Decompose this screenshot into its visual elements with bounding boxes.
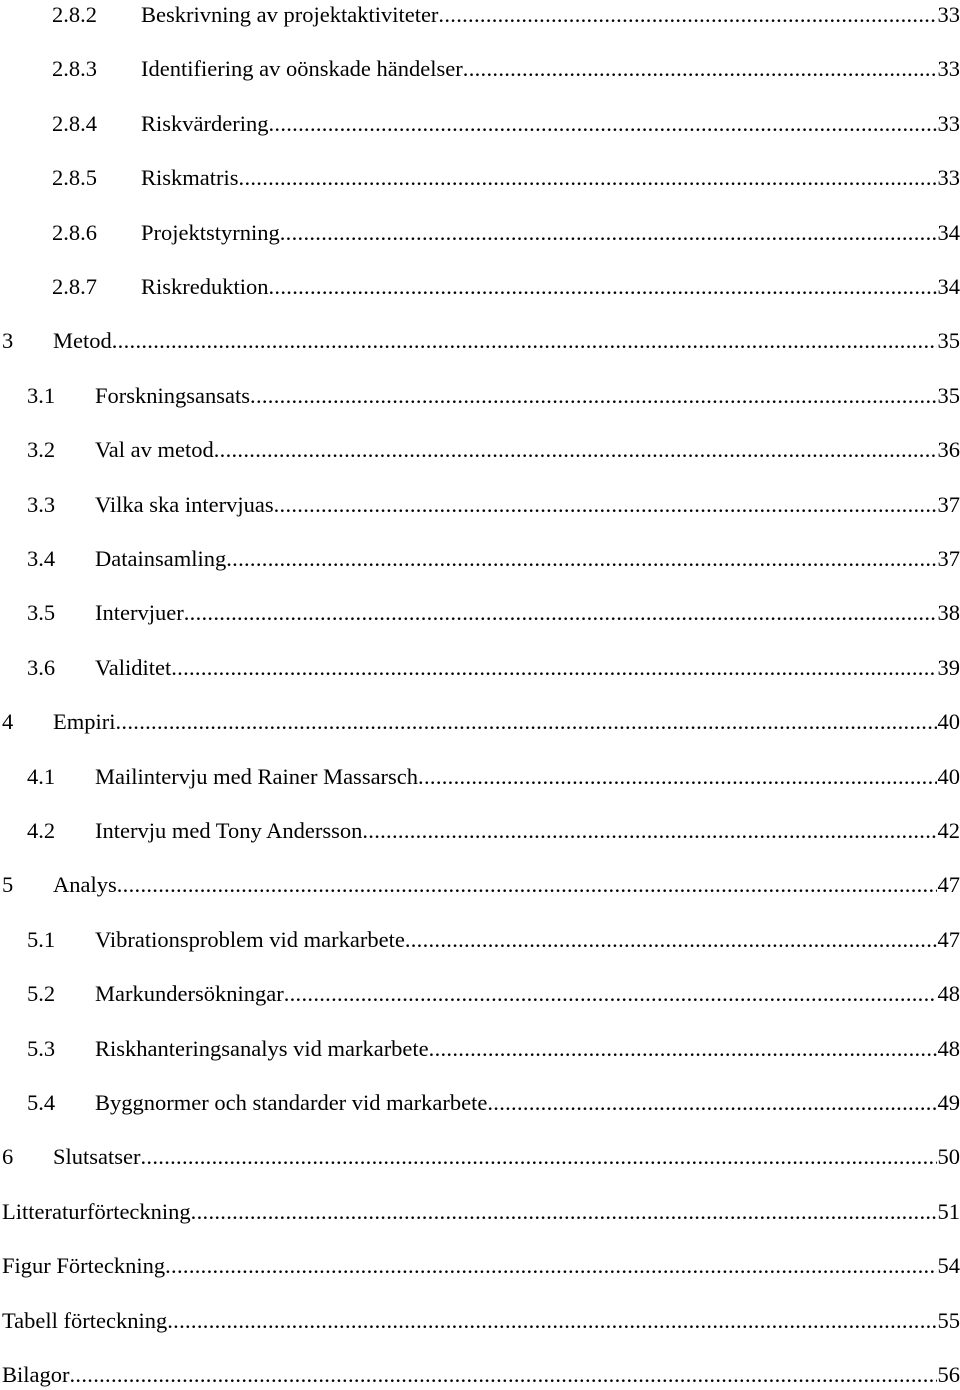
toc-entry-title: Vibrationsproblem vid markarbete bbox=[95, 925, 405, 955]
toc-entry[interactable] bbox=[0, 490, 960, 520]
toc-dot-leader bbox=[405, 925, 937, 955]
toc-dot-leader bbox=[70, 1360, 937, 1390]
toc-entry-number: 3.4 bbox=[27, 544, 55, 574]
toc-entry-number: 4.1 bbox=[27, 762, 55, 792]
toc-dot-leader bbox=[171, 653, 936, 683]
toc-entry-page-number: 33 bbox=[937, 109, 960, 139]
toc-entry-page-number: 33 bbox=[937, 163, 960, 193]
toc-entry-page-number: 38 bbox=[937, 598, 960, 628]
toc-entry[interactable] bbox=[0, 816, 960, 846]
toc-entry-title: Forskningsansats bbox=[95, 381, 250, 411]
toc-entry-title: Intervju med Tony Andersson bbox=[95, 816, 362, 846]
toc-entry-number: 2.8.3 bbox=[52, 54, 97, 84]
toc-entry-title: Bilagor bbox=[2, 1360, 70, 1390]
toc-entry-number: 4 bbox=[2, 707, 13, 737]
toc-entry-title: Mailintervju med Rainer Massarsch bbox=[95, 762, 418, 792]
toc-entry-page-number: 34 bbox=[937, 218, 960, 248]
toc-entry-title: Byggnormer och standarder vid markarbete bbox=[95, 1088, 487, 1118]
toc-dot-leader bbox=[429, 1034, 937, 1064]
toc-dot-leader bbox=[250, 381, 936, 411]
toc-entry-title: Beskrivning av projektaktiviteter bbox=[141, 0, 438, 30]
toc-entry[interactable] bbox=[0, 1251, 960, 1281]
toc-entry-page-number: 39 bbox=[937, 653, 960, 683]
toc-entry[interactable] bbox=[0, 925, 960, 955]
toc-dot-leader bbox=[116, 707, 937, 737]
toc-entry-page-number: 36 bbox=[937, 435, 960, 465]
toc-dot-leader bbox=[165, 1251, 936, 1281]
toc-entry[interactable] bbox=[0, 762, 960, 792]
toc-entry-title: Riskreduktion bbox=[141, 272, 269, 302]
toc-entry[interactable] bbox=[0, 435, 960, 465]
toc-dot-leader bbox=[418, 762, 936, 792]
toc-entry-title: Figur Förteckning bbox=[2, 1251, 165, 1281]
toc-entry[interactable] bbox=[0, 870, 960, 900]
toc-entry-title: Identifiering av oönskade händelser bbox=[141, 54, 463, 84]
toc-entry-page-number: 54 bbox=[937, 1251, 960, 1281]
toc-entry[interactable] bbox=[0, 326, 960, 356]
toc-entry-title: Vilka ska intervjuas bbox=[95, 490, 274, 520]
toc-entry-title: Metod bbox=[53, 326, 112, 356]
toc-entry-number: 2.8.2 bbox=[52, 0, 97, 30]
toc-entry-title: Datainsamling bbox=[95, 544, 226, 574]
toc-entry-page-number: 56 bbox=[937, 1360, 960, 1390]
toc-dot-leader bbox=[438, 0, 936, 30]
toc-entry-number: 5.3 bbox=[27, 1034, 55, 1064]
toc-entry-title: Projektstyrning bbox=[141, 218, 280, 248]
toc-dot-leader bbox=[463, 54, 937, 84]
toc-entry-number: 2.8.4 bbox=[52, 109, 97, 139]
toc-entry-title: Empiri bbox=[53, 707, 116, 737]
toc-entry-number: 3.5 bbox=[27, 598, 55, 628]
toc-dot-leader bbox=[184, 598, 937, 628]
toc-entry[interactable] bbox=[0, 707, 960, 737]
toc-entry-page-number: 49 bbox=[937, 1088, 960, 1118]
toc-entry-title: Tabell förteckning bbox=[2, 1306, 167, 1336]
toc-entry-number: 3 bbox=[2, 326, 13, 356]
toc-dot-leader bbox=[112, 326, 937, 356]
toc-dot-leader bbox=[239, 163, 937, 193]
toc-entry-page-number: 37 bbox=[937, 490, 960, 520]
toc-dot-leader bbox=[362, 816, 936, 846]
toc-dot-leader bbox=[269, 272, 937, 302]
toc-entry-page-number: 33 bbox=[937, 54, 960, 84]
toc-entry-page-number: 35 bbox=[937, 326, 960, 356]
toc-entry[interactable] bbox=[0, 1360, 960, 1390]
toc-entry-page-number: 50 bbox=[937, 1142, 960, 1172]
toc-entry[interactable] bbox=[0, 979, 960, 1009]
toc-entry[interactable] bbox=[0, 163, 960, 193]
toc-entry-page-number: 37 bbox=[937, 544, 960, 574]
toc-entry-title: Intervjuer bbox=[95, 598, 184, 628]
toc-entry-number: 2.8.5 bbox=[52, 163, 97, 193]
toc-entry[interactable] bbox=[0, 218, 960, 248]
toc-entry-number: 2.8.6 bbox=[52, 218, 97, 248]
toc-entry-page-number: 35 bbox=[937, 381, 960, 411]
toc-entry[interactable] bbox=[0, 544, 960, 574]
toc-entry[interactable] bbox=[0, 109, 960, 139]
toc-entry-page-number: 33 bbox=[937, 0, 960, 30]
toc-entry-number: 3.1 bbox=[27, 381, 55, 411]
toc-entry[interactable] bbox=[0, 653, 960, 683]
toc-dot-leader bbox=[214, 435, 937, 465]
toc-entry-page-number: 48 bbox=[937, 979, 960, 1009]
toc-entry-number: 3.6 bbox=[27, 653, 55, 683]
toc-entry[interactable] bbox=[0, 272, 960, 302]
toc-entry-title: Analys bbox=[53, 870, 117, 900]
toc-entry-page-number: 55 bbox=[937, 1306, 960, 1336]
toc-entry-number: 2.8.7 bbox=[52, 272, 97, 302]
toc-entry-title: Litteraturförteckning bbox=[2, 1197, 191, 1227]
toc-entry-title: Slutsatser bbox=[53, 1142, 141, 1172]
toc-entry[interactable] bbox=[0, 54, 960, 84]
toc-entry-number: 3.2 bbox=[27, 435, 55, 465]
toc-entry[interactable] bbox=[0, 0, 960, 30]
toc-dot-leader bbox=[487, 1088, 936, 1118]
toc-dot-leader bbox=[226, 544, 936, 574]
toc-dot-leader bbox=[117, 870, 937, 900]
toc-entry-title: Markundersökningar bbox=[95, 979, 284, 1009]
toc-entry-number: 5.1 bbox=[27, 925, 55, 955]
toc-entry-page-number: 48 bbox=[937, 1034, 960, 1064]
toc-entry-page-number: 40 bbox=[937, 707, 960, 737]
toc-entry-page-number: 34 bbox=[937, 272, 960, 302]
toc-entry-page-number: 47 bbox=[937, 925, 960, 955]
toc-entry-number: 6 bbox=[2, 1142, 13, 1172]
toc-entry-number: 3.3 bbox=[27, 490, 55, 520]
toc-entry-number: 5 bbox=[2, 870, 13, 900]
toc-entry-number: 5.4 bbox=[27, 1088, 55, 1118]
toc-entry-number: 5.2 bbox=[27, 979, 55, 1009]
toc-entry[interactable] bbox=[0, 1088, 960, 1118]
toc-entry[interactable] bbox=[0, 381, 960, 411]
toc-dot-leader bbox=[268, 109, 936, 139]
toc-entry[interactable] bbox=[0, 1306, 960, 1336]
toc-entry-title: Riskhanteringsanalys vid markarbete bbox=[95, 1034, 429, 1064]
toc-entry-page-number: 42 bbox=[937, 816, 960, 846]
toc-dot-leader bbox=[284, 979, 937, 1009]
toc-entry-page-number: 40 bbox=[937, 762, 960, 792]
toc-entry[interactable] bbox=[0, 1197, 960, 1227]
toc-entry-title: Validitet bbox=[95, 653, 171, 683]
toc-entry[interactable] bbox=[0, 1034, 960, 1064]
toc-entry[interactable] bbox=[0, 598, 960, 628]
toc-entry-title: Riskmatris bbox=[141, 163, 239, 193]
toc-dot-leader bbox=[141, 1142, 937, 1172]
toc-entry-number: 4.2 bbox=[27, 816, 55, 846]
toc-entry-page-number: 51 bbox=[937, 1197, 960, 1227]
toc-entry[interactable] bbox=[0, 1142, 960, 1172]
toc-dot-leader bbox=[274, 490, 937, 520]
toc-entry-title: Val av metod bbox=[95, 435, 214, 465]
toc-dot-leader bbox=[280, 218, 937, 248]
toc-dot-leader bbox=[191, 1197, 937, 1227]
toc-entry-page-number: 47 bbox=[937, 870, 960, 900]
toc-entry-title: Riskvärdering bbox=[141, 109, 268, 139]
toc-dot-leader bbox=[167, 1306, 936, 1336]
